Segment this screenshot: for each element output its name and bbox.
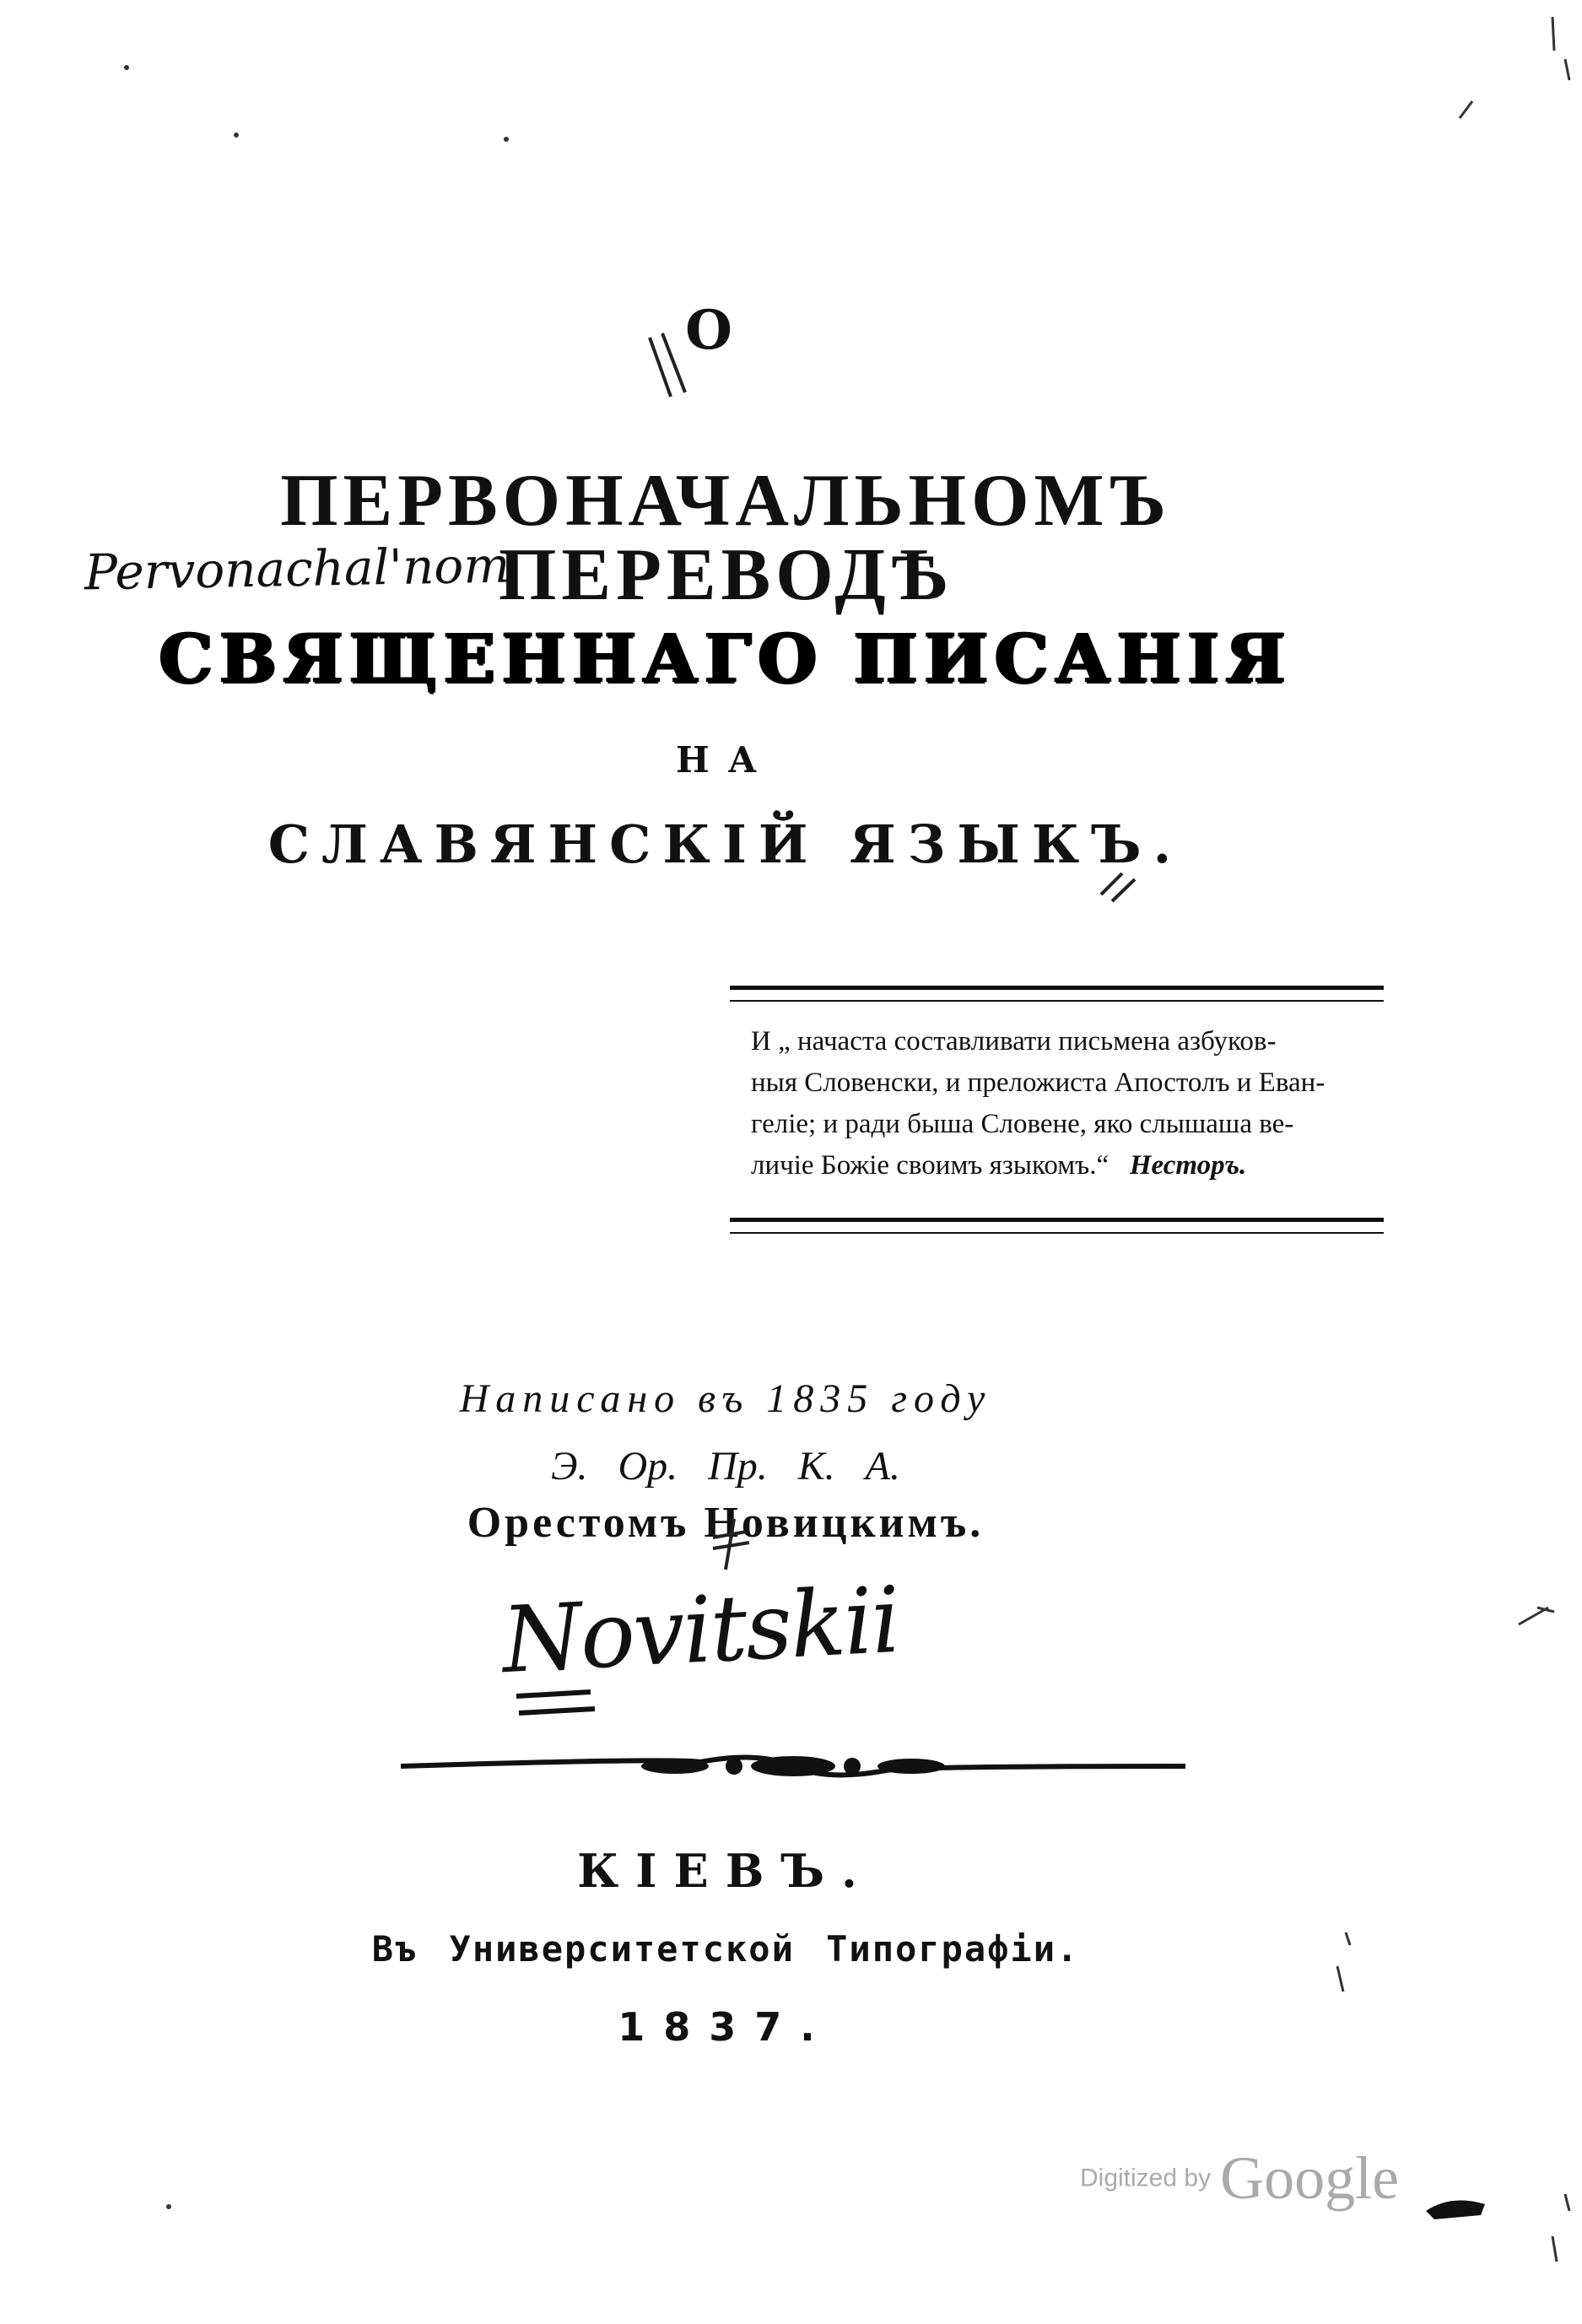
watermark-prefix: Digitized by <box>1080 2164 1212 2192</box>
margin-speck <box>1460 17 1569 118</box>
imprint-year: 1837. <box>618 2004 834 2050</box>
epigraph-rule-top <box>730 986 1384 1002</box>
handwritten-annotation-top: Pervonachal'nom <box>84 536 510 602</box>
title-line-2: СВЯЩЕННАГО ПИСАНІЯ <box>159 619 1293 698</box>
imprint-press: Въ Университетской Типографіи. <box>371 1928 1080 1970</box>
ornamental-divider <box>401 1756 1185 1776</box>
title-o: О <box>685 299 732 362</box>
handwritten-annotation-bottom: Novitskii <box>499 1567 902 1694</box>
margin-speck <box>1519 1608 1554 1624</box>
written-year-line: Написано въ 1835 году <box>459 1376 992 1421</box>
margin-speck <box>234 132 239 138</box>
margin-speck <box>124 65 129 70</box>
epigraph-line: геліе; и ради быша Словене, яко слышаша ве- <box>751 1109 1294 1139</box>
handwritten-underline <box>516 1692 595 1713</box>
margin-speck <box>504 137 509 142</box>
digitized-watermark <box>1080 2143 1399 2213</box>
epigraph-rule-bottom <box>730 1218 1384 1234</box>
watermark-logo: Google <box>1220 2144 1400 2212</box>
margin-speck <box>1426 2201 1485 2220</box>
author-name: Орестомъ Новицкимъ. <box>467 1499 985 1547</box>
margin-speck <box>166 2204 171 2209</box>
margin-speck <box>1552 2194 1569 2262</box>
epigraph-line: личіе Божіе своимъ языкомъ.“ <box>751 1150 1110 1181</box>
pencil-slash-mark <box>1101 873 1135 901</box>
epigraph-line-last <box>751 1145 1375 1186</box>
imprint-city: КІЕВЪ. <box>577 1844 874 1898</box>
title-line-1: ПЕРВОНАЧАЛЬНОМЪ ПЕРЕВОДѢ <box>280 460 1171 616</box>
epigraph-author: Несторъ. <box>1129 1150 1247 1181</box>
epigraph <box>751 1021 1375 1186</box>
epigraph-line: ныя Словенски, и преложиста Апостолъ и Еван- <box>751 1067 1326 1098</box>
title-na: НА <box>676 739 775 781</box>
epigraph-line: И „ начаста составливати письмена азбуков- <box>751 1026 1277 1057</box>
title-line-4: СЛАВЯНСКІЙ ЯЗЫКЪ. <box>267 813 1184 875</box>
author-initials: Э. Ор. Пр. К. А. <box>551 1444 900 1489</box>
